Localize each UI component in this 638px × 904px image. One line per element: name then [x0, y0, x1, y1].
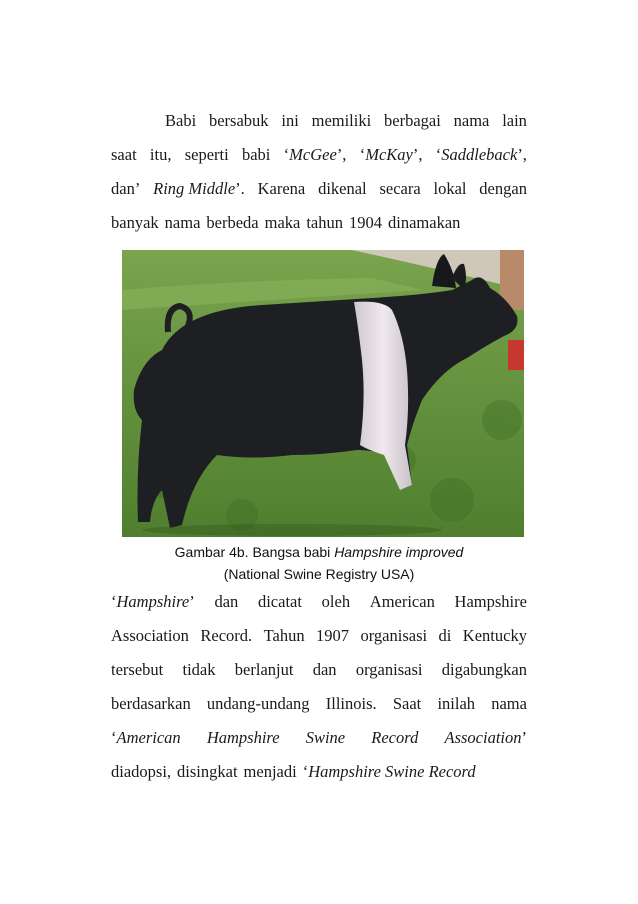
word	[370, 585, 435, 619]
word-part: dan	[312, 660, 337, 679]
word-part: bersabuk	[208, 111, 269, 130]
word-part: berbagai	[384, 111, 441, 130]
word	[491, 687, 527, 721]
word-part: memiliki	[311, 111, 372, 130]
word-part: dicatat	[257, 592, 302, 611]
word-part: Saddleback	[441, 145, 518, 164]
word-part: ‘	[111, 592, 117, 611]
word-part: dan	[214, 592, 239, 611]
word-part: babi	[241, 145, 271, 164]
word-part: secara	[379, 179, 421, 198]
word	[437, 687, 475, 721]
word	[349, 206, 382, 240]
word-part: Hampshire	[116, 592, 190, 611]
figure-caption	[111, 544, 527, 560]
word-part: ‘	[435, 145, 442, 164]
word	[281, 104, 298, 138]
word	[326, 687, 377, 721]
word	[313, 653, 337, 687]
caption-prefix: Gambar 4b. Bangsa babi	[174, 544, 335, 560]
word-part: Illinois.	[325, 694, 377, 713]
word	[200, 619, 252, 653]
word	[388, 206, 460, 240]
word-part: lain	[502, 111, 527, 130]
word	[371, 721, 418, 755]
word-part: 1907	[316, 626, 350, 645]
word-part: tahun	[306, 213, 344, 232]
word	[207, 687, 310, 721]
word-part: Tahun	[263, 626, 305, 645]
word-part: dan	[111, 179, 135, 198]
word	[244, 755, 297, 789]
word	[111, 721, 181, 755]
word-part: dinamakan	[388, 213, 461, 232]
word-part: nama	[453, 111, 490, 130]
text-line	[111, 585, 527, 619]
word-part: tersebut	[111, 660, 164, 679]
word	[312, 104, 372, 138]
word-part: Association	[111, 626, 189, 645]
word	[393, 687, 421, 721]
word	[209, 104, 269, 138]
word-part: Karena	[257, 179, 306, 198]
word	[318, 172, 367, 206]
word-part: ’,	[336, 145, 347, 164]
word	[284, 138, 347, 172]
word	[153, 172, 245, 206]
word-part: Association	[444, 728, 522, 747]
text-line	[111, 138, 527, 172]
word-part: McGee	[289, 145, 337, 164]
word	[433, 172, 466, 206]
word	[165, 104, 196, 138]
figure-caption-source: (National Swine Registry USA)	[223, 566, 415, 582]
word	[360, 619, 427, 653]
word	[206, 206, 258, 240]
word	[183, 653, 216, 687]
word-part: saat	[111, 145, 137, 164]
word-part: itu,	[149, 145, 172, 164]
word-part: nama	[164, 213, 201, 232]
word-part: Swine	[305, 728, 346, 747]
word-part: Hampshire Swine Record	[308, 762, 476, 781]
text-line	[111, 721, 527, 755]
word	[444, 721, 527, 755]
word	[264, 619, 305, 653]
word-part: maka	[264, 213, 301, 232]
word	[258, 172, 306, 206]
word-part: berlanjut	[234, 660, 294, 679]
word	[384, 104, 441, 138]
word-part: digabungkan	[441, 660, 527, 679]
word	[436, 138, 527, 172]
word-part: dengan	[479, 179, 527, 198]
text-line	[111, 206, 527, 240]
word	[442, 653, 527, 687]
word-part: ’.	[235, 179, 245, 198]
figure-pig-photo	[122, 250, 524, 537]
text-line	[111, 104, 527, 138]
word-part: American	[369, 592, 435, 611]
word-part: di	[438, 626, 452, 645]
text-line	[111, 687, 527, 721]
word-part: Saat	[392, 694, 422, 713]
word-part: berbeda	[206, 213, 259, 232]
word	[454, 104, 490, 138]
word-part: ‘	[283, 145, 290, 164]
word-part: Babi	[165, 111, 197, 130]
word	[316, 619, 349, 653]
word-part: ’,	[412, 145, 423, 164]
word-part: undang-undang	[206, 694, 310, 713]
word	[439, 619, 452, 653]
word	[214, 585, 238, 619]
word	[258, 585, 302, 619]
word-part: ’	[189, 592, 195, 611]
word	[111, 138, 137, 172]
word-part: Ring Middle	[153, 179, 236, 198]
paragraph-1	[111, 104, 527, 240]
word	[185, 138, 229, 172]
word	[111, 687, 191, 721]
word	[479, 172, 527, 206]
word-part: ‘	[111, 728, 117, 747]
word-part: McKay	[365, 145, 413, 164]
word-part: Hampshire	[454, 592, 527, 611]
text-line	[111, 172, 527, 206]
word-part: ’,	[517, 145, 527, 164]
word	[463, 619, 527, 653]
word	[265, 206, 301, 240]
word	[111, 172, 140, 206]
word	[111, 755, 171, 789]
paragraph-2	[111, 585, 527, 789]
word-part: organisasi	[355, 660, 423, 679]
word-part: ‘	[302, 762, 309, 781]
word-part: diadopsi,	[111, 762, 172, 781]
word	[111, 585, 195, 619]
red-object	[508, 340, 524, 370]
text-line	[111, 619, 527, 653]
word	[111, 619, 189, 653]
word	[322, 585, 350, 619]
word-part: menjadi	[243, 762, 297, 781]
word-part: Kentucky	[462, 626, 527, 645]
word-part: Record	[371, 728, 419, 747]
text-line	[111, 653, 527, 687]
word-part: disingkat	[177, 762, 238, 781]
word-part: 1904	[349, 213, 383, 232]
word	[502, 104, 527, 138]
word	[356, 653, 423, 687]
word	[111, 653, 163, 687]
word	[207, 721, 280, 755]
word-part: Hampshire	[206, 728, 280, 747]
word-part: banyak	[111, 213, 159, 232]
text-line	[111, 755, 527, 789]
word-part: tidak	[182, 660, 216, 679]
word	[150, 138, 172, 172]
word-part: lokal	[433, 179, 467, 198]
word-part: nama	[491, 694, 527, 713]
word-part: ’	[134, 179, 141, 198]
word	[303, 755, 476, 789]
word-part: berdasarkan	[111, 694, 191, 713]
word-part: ini	[281, 111, 299, 130]
word-part: dikenal	[318, 179, 367, 198]
caption-breed-name: Hampshire improved	[334, 544, 464, 560]
word-part: seperti	[184, 145, 229, 164]
hampshire-pig-image	[122, 250, 524, 537]
word	[111, 206, 159, 240]
word	[177, 755, 238, 789]
word-part: organisasi	[360, 626, 428, 645]
word	[455, 585, 527, 619]
word	[306, 721, 345, 755]
word-part: American	[116, 728, 181, 747]
word	[379, 172, 420, 206]
word-part: ‘	[359, 145, 366, 164]
word-part: inilah	[437, 694, 476, 713]
word	[165, 206, 201, 240]
word	[360, 138, 423, 172]
word-part: Record.	[200, 626, 253, 645]
word-part: ’	[521, 728, 527, 747]
word-part: oleh	[321, 592, 351, 611]
word	[235, 653, 294, 687]
word	[306, 206, 343, 240]
word	[242, 138, 270, 172]
